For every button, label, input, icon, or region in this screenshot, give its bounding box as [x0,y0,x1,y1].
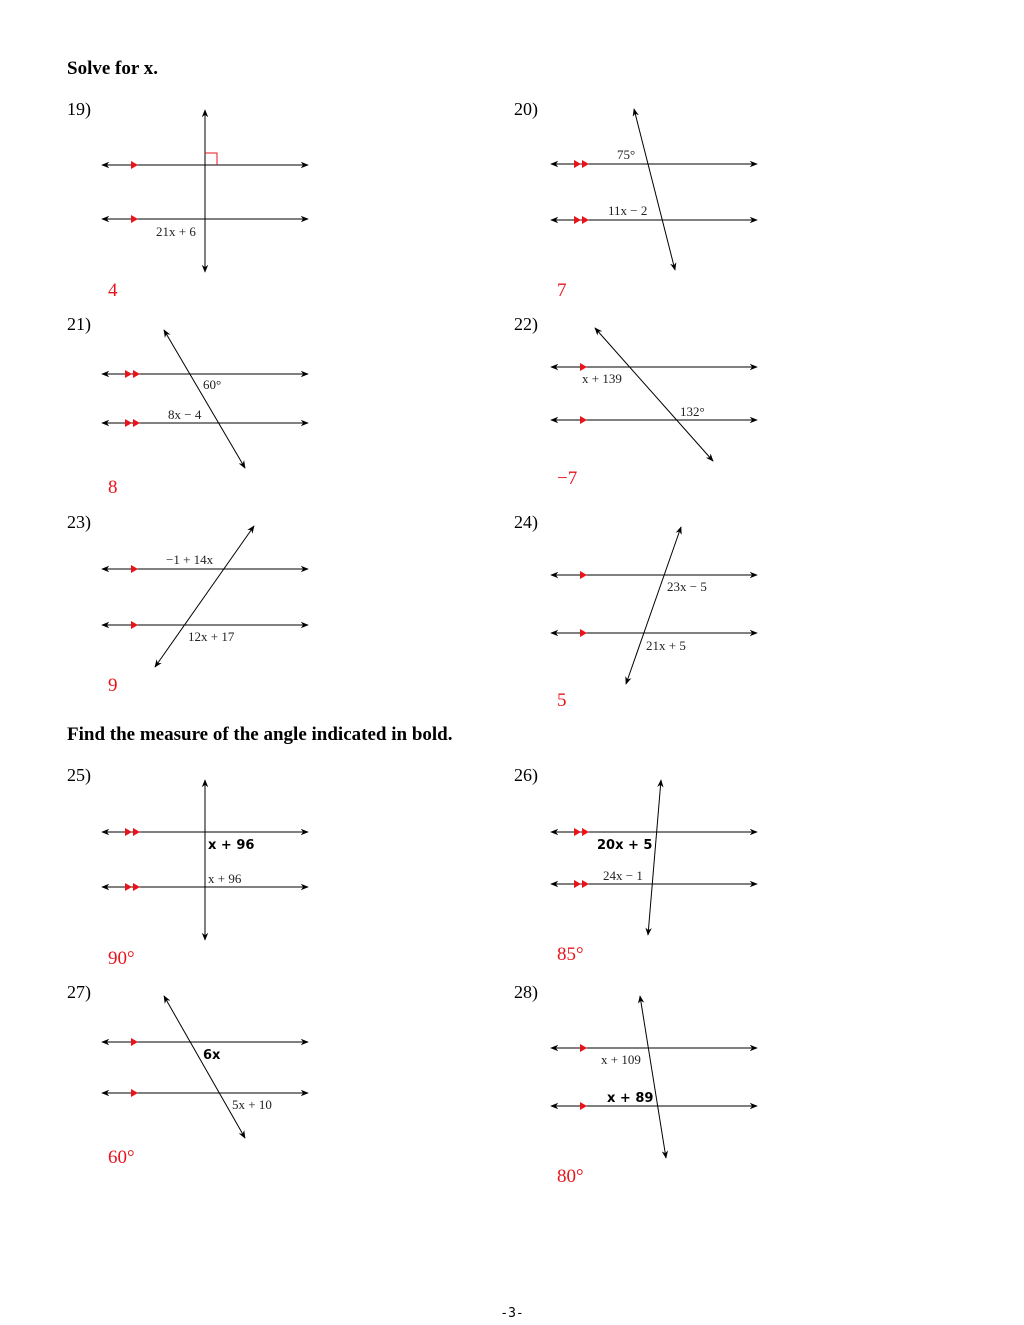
answer: 8 [108,477,118,498]
problem-number: 19) [67,99,91,119]
angle-label: 60° [203,377,222,392]
angle-label: 23x − 5 [667,579,707,594]
problem-number: 26) [514,765,538,785]
answer: 9 [108,675,118,696]
page-number: -3- [500,1306,524,1321]
answer: 90° [108,948,135,969]
answer: 85° [557,944,584,965]
problem-number: 21) [67,314,91,334]
answer: 7 [557,280,567,301]
angle-label: x + 109 [601,1052,641,1067]
angle-label: 21x + 5 [646,638,686,653]
problem-number: 28) [514,982,538,1002]
problem-number: 20) [514,99,538,119]
problem-number: 25) [67,765,91,785]
answer: 4 [108,280,118,301]
angle-label: 132° [680,404,705,419]
problem-number: 27) [67,982,91,1002]
section-heading-solve: Solve for x. [67,58,158,79]
angle-label: 75° [617,147,636,162]
angle-label: x + 139 [582,371,622,386]
bold-angle-label: x + 96 [208,838,255,853]
angle-label: 8x − 4 [168,407,202,422]
answer: −7 [557,468,578,489]
angle-label: 11x − 2 [608,203,648,218]
angle-label: 24x − 1 [603,868,643,883]
bold-angle-label: 20x + 5 [597,838,653,853]
problem-number: 22) [514,314,538,334]
answer: 80° [557,1166,584,1187]
section-heading-find: Find the measure of the angle indicated in bold. [67,724,453,745]
bold-angle-label: 6x [203,1048,221,1063]
problem-number: 24) [514,512,538,532]
angle-label: −1 + 14x [166,552,214,567]
bold-angle-label: x + 89 [607,1091,654,1106]
answer: 60° [108,1147,135,1168]
angle-label: 12x + 17 [188,629,235,644]
angle-label: x + 96 [208,871,242,886]
problem-number: 23) [67,512,91,532]
answer: 5 [557,690,567,711]
angle-label: 21x + 6 [156,224,196,239]
angle-label: 5x + 10 [232,1097,272,1112]
